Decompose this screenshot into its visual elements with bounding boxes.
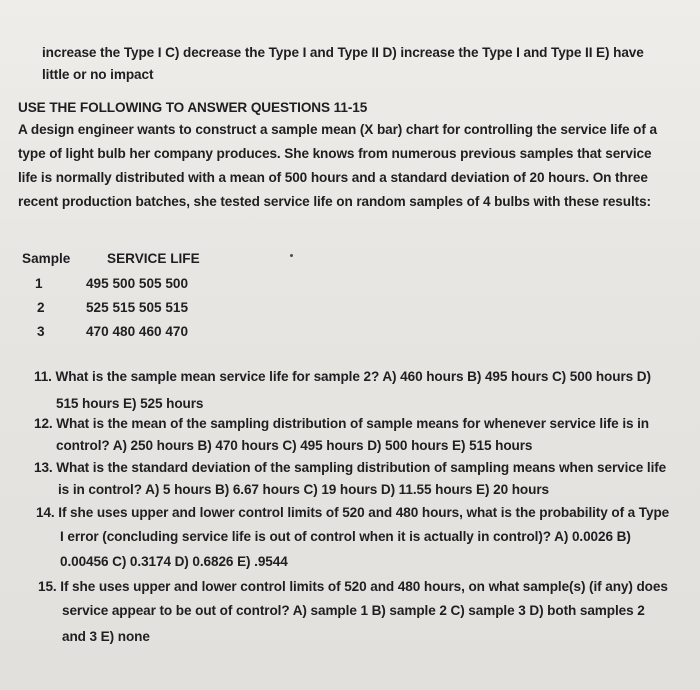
description-line-3: life is normally distributed with a mean of 500 hours and a standard deviation of 20 hours. On three [18, 170, 648, 185]
question-14-line-1: 14. If she uses upper and lower control limits of 520 and 480 hours, what is the probability of a Type [36, 505, 670, 520]
question-11-line-1: 11. What is the sample mean service life for sample 2? A) 460 hours B) 495 hours C) 500 hours D) [34, 369, 651, 384]
question-14-line-3: 0.00456 C) 0.3174 D) 0.6826 E) .9544 [60, 554, 288, 569]
question-14-line-2: I error (concluding service life is out of control when it is actually in control)? A) 0.0026 B) [60, 529, 631, 544]
table-row-2-values: 525 515 505 515 [86, 300, 189, 315]
question-13-line-2: is in control? A) 5 hours B) 6.67 hours C) 19 hours D) 11.55 hours E) 20 hours [58, 482, 549, 497]
question-15-line-2: service appear to be out of control? A) sample 1 B) sample 2 C) sample 3 D) both samples 2 [62, 603, 645, 618]
table-row-2-sample: 2 [37, 300, 45, 315]
table-row-3-values: 470 480 460 470 [86, 324, 189, 339]
table-row-3-sample: 3 [37, 324, 45, 339]
intro-line-1: increase the Type I C) decrease the Type I and Type II D) increase the Type I and Type II E) have [42, 45, 644, 60]
table-header-sample: Sample [22, 251, 71, 266]
question-15-line-3: and 3 E) none [62, 629, 150, 644]
stray-mark [290, 254, 293, 257]
table-header-service-life: SERVICE LIFE [107, 251, 200, 266]
question-12-line-2: control? A) 250 hours B) 470 hours C) 495 hours D) 500 hours E) 515 hours [56, 438, 533, 453]
description-line-2: type of light bulb her company produces. She knows from numerous previous samples that service [18, 146, 652, 161]
question-13-line-1: 13. What is the standard deviation of the sampling distribution of sampling means when service life [34, 460, 667, 475]
description-line-1: A design engineer wants to construct a sample mean (X bar) chart for controlling the service life of a [18, 122, 657, 137]
section-heading: USE THE FOLLOWING TO ANSWER QUESTIONS 11-15 [18, 100, 368, 115]
table-row-1-values: 495 500 505 500 [86, 276, 189, 291]
description-line-4: recent production batches, she tested service life on random samples of 4 bulbs with these results: [18, 194, 651, 209]
table-row-1-sample: 1 [35, 276, 43, 291]
intro-line-2: little or no impact [42, 67, 154, 82]
question-15-line-1: 15. If she uses upper and lower control limits of 520 and 480 hours, on what sample(s) (if any) does [38, 579, 668, 594]
question-12-line-1: 12. What is the mean of the sampling distribution of sample means for whenever service life is in [34, 416, 650, 431]
question-11-line-2: 515 hours E) 525 hours [56, 396, 204, 411]
